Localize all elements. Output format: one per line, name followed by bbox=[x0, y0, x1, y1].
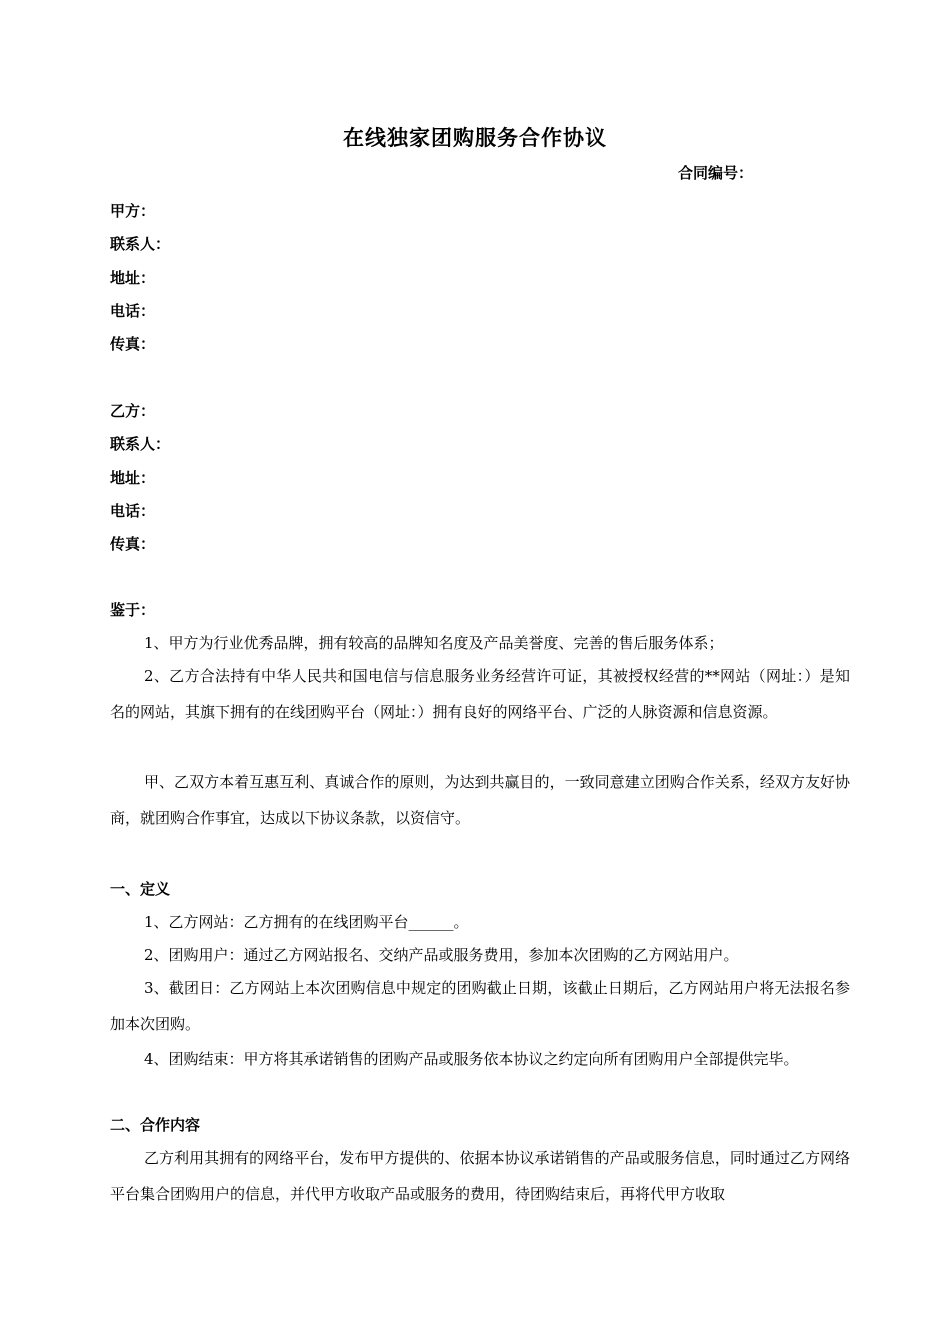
recital-item-2: 2、乙方合法持有中华人民共和国电信与信息服务业务经营许可证，其被授权经营的**网站（网址：）是知名的网站，其旗下拥有的在线团购平台（网址：）拥有良好的网络平台、广泛的人脉资源和信息资源。 bbox=[110, 667, 850, 721]
party-b-fax-label: 传真： bbox=[110, 535, 156, 553]
party-b-address-label: 地址： bbox=[110, 469, 156, 487]
party-a-address-label: 地址： bbox=[110, 269, 156, 287]
definition-item-1: 1、乙方网站：乙方拥有的在线团购平台______。 bbox=[144, 913, 469, 931]
page-title: 在线独家团购服务合作协议 bbox=[343, 126, 607, 150]
party-a-contact-label: 联系人： bbox=[110, 235, 171, 253]
section-1-heading: 一、定义 bbox=[110, 880, 171, 898]
party-a-phone-label: 电话： bbox=[110, 302, 156, 320]
section-2-heading: 二、合作内容 bbox=[110, 1116, 201, 1134]
cooperation-paragraph: 乙方利用其拥有的网络平台，发布甲方提供的、依据本协议承诺销售的产品或服务信息，同时通过乙方网络平台集合团购用户的信息，并代甲方收取产品或服务的费用，待团购结束后，再将代甲方收取 bbox=[110, 1149, 850, 1203]
recitals-heading: 鉴于： bbox=[110, 601, 156, 619]
definition-item-4: 4、团购结束：甲方将其承诺销售的团购产品或服务依本协议之约定向所有团购用户全部提供完毕。 bbox=[144, 1050, 799, 1068]
party-b-contact-label: 联系人： bbox=[110, 435, 171, 453]
party-a-fax-label: 传真： bbox=[110, 335, 156, 353]
contract-number-label: 合同编号： bbox=[678, 164, 754, 182]
recital-item-1: 1、甲方为行业优秀品牌，拥有较高的品牌知名度及产品美誉度、完善的售后服务体系； bbox=[144, 634, 724, 652]
definition-item-2: 2、团购用户：通过乙方网站报名、交纳产品或服务费用，参加本次团购的乙方网站用户。 bbox=[144, 946, 739, 964]
party-b-name-label: 乙方： bbox=[110, 402, 156, 420]
party-a-name-label: 甲方： bbox=[110, 202, 156, 220]
recital-item-3: 甲、乙双方本着互惠互利、真诚合作的原则，为达到共赢目的，一致同意建立团购合作关系，经双方友好协商，就团购合作事宜，达成以下协议条款，以资信守。 bbox=[110, 773, 850, 827]
definition-item-3: 3、截团日：乙方网站上本次团购信息中规定的团购截止日期，该截止日期后，乙方网站用户将无法报名参加本次团购。 bbox=[110, 979, 850, 1033]
party-b-phone-label: 电话： bbox=[110, 502, 156, 520]
